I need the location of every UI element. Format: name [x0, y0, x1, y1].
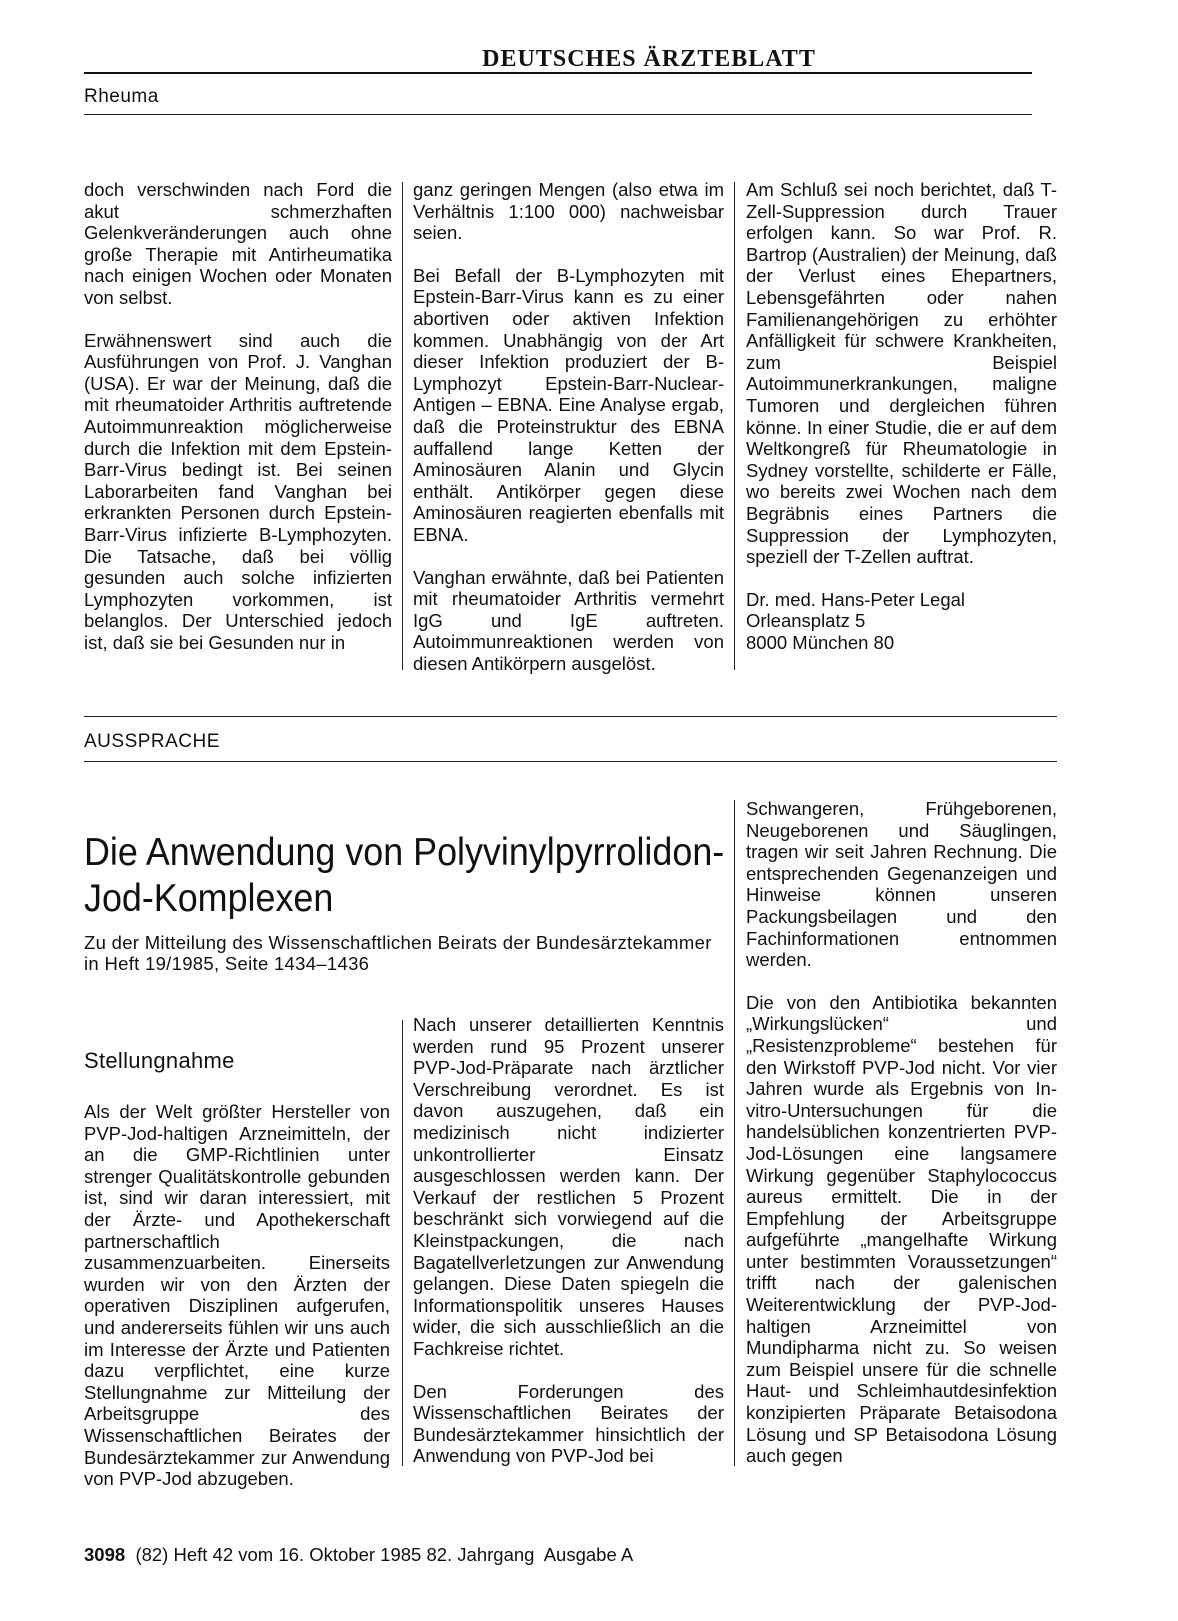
paragraph: Am Schluß sei noch berichtet, daß T-Zell-Suppression durch Trauer erfolgen kann. So war Prof. R. Bartrop (Australien) der Meinung, daß der Verlust eines Ehepartners, Lebensgefährten oder nahen Familienangehörigen zu erhöhter Anfälligkeit für schwere Krankheiten, zum Beispiel Autoimmunerkrankungen, maligne Tumoren und dergleichen führen könne. In einer Studie, die er auf dem Weltkongreß für Rheumatologie in Sydney vorstellte, schilderte er Fälle, wo bereits zwei Wochen nach dem Begräbnis eines Partners die Suppression der Lymphozyten, speziell der T-Zellen auftrat. — [746, 179, 1057, 568]
section-rule — [84, 716, 1057, 717]
column-divider — [402, 182, 403, 670]
page-footer — [84, 1544, 633, 1566]
journal-masthead: DEUTSCHES ÄRZTEBLATT — [482, 46, 816, 72]
page-number: 3098 — [84, 1544, 126, 1565]
paragraph: Nach unserer detaillierten Kenntnis werden rund 95 Prozent unserer PVP-Jod-Präparate nach ärztlicher Verschreibung verordnet. Es ist davon auszugehen, daß ein medizinisch nicht indizierter unkontrollierter Einsatz ausgeschlossen werden kann. Der Verkauf der restlichen 5 Prozent beschränkt sich vorwiegend auf die Kleinstpackungen, die nach Bagatellverletzungen zur Anwendung gelangen. Diese Daten spiegeln die Informationspolitik unseres Hauses wider, die sich ausschließlich an die Fachkreise richtet. — [413, 1014, 724, 1359]
top-column-1 — [84, 179, 392, 653]
column-divider — [734, 800, 735, 1466]
author-street: Orleansplatz 5 — [746, 610, 866, 632]
section-rule — [84, 114, 1032, 115]
article-headline: Die Anwendung von Polyvinylpyrrolidon-Jod-Komplexen — [84, 831, 725, 920]
bottom-column-2 — [413, 1014, 724, 1467]
paragraph: Den Forderungen des Wissenschaftlichen Beirates der Bundesärztekammer hinsichtlich der Anwendung von PVP-Jod bei — [413, 1380, 724, 1467]
section-label-aussprache: AUSSPRACHE — [84, 731, 220, 752]
bottom-column-3 — [746, 798, 1057, 1467]
paragraph: Bei Befall der B-Lymphozyten mit Epstein-Barr-Virus kann es zu einer abortiven oder aktiven Infektion kommen. Unabhängig von der Art dieser Infektion produziert der B-Lymphozyt Epstein-Barr-Nuclear-Antigen – EBNA. Eine Analyse ergab, daß die Proteinstruktur des EBNA auffallend lange Ketten der Aminosäuren Alanin und Glycin enthält. Antikörper gegen diese Aminosäuren reagierten ebenfalls mit EBNA. — [413, 264, 724, 545]
author-city: 8000 München 80 — [746, 631, 895, 653]
paragraph: ganz geringen Mengen (also etwa im Verhältnis 1:100 000) nachweisbar seien. — [413, 179, 724, 244]
author-name: Dr. med. Hans-Peter Legal — [746, 588, 966, 610]
author-signature — [746, 589, 1057, 654]
top-column-3 — [746, 179, 1057, 653]
paragraph: Vanghan erwähnte, daß bei Patienten mit rheumatoider Arthritis vermehrt IgG und IgE auftreten. Autoimmunreaktionen werden von diesen Antikörpern ausgelöst. — [413, 566, 724, 674]
issue-info: (82) Heft 42 vom 16. Oktober 1985 82. Jahrgang Ausgabe A — [135, 1544, 634, 1565]
bottom-column-1 — [84, 1101, 390, 1490]
paragraph: Die von den Antibiotika bekannten „Wirkungslücken“ und „Resistenzprobleme“ bestehen für den Wirkstoff PVP-Jod nicht. Vor vier Jahren wurde als Ergebnis von In-vitro-Untersuchungen für die handelsüblichen konzentrierten PVP-Jod-Lösungen eine langsamere Wirkung gegenüber Staphylococcus aureus ermittelt. Die in der Empfehlung der Arbeitsgruppe aufgeführte „mangelhafte Wirkung unter bestimmten Voraussetzungen“ trifft nach der galenischen Weiterentwicklung der PVP-Jod-haltigen Arzneimittel von Mundipharma nicht zu. So weisen zum Beispiel unsere für die schnelle Haut- und Schleimhautdesinfektion konzipierten Präparate Betaisodona Lösung und SP Betaisodona Lösung auch gegen — [746, 991, 1057, 1467]
paragraph: Erwähnenswert sind auch die Ausführungen von Prof. J. Vanghan (USA). Er war der Meinung, daß die mit rheumatoider Arthritis auftretende Autoimmunreaktion möglicherweise durch die Infektion mit dem Epstein-Barr-Virus bedingt ist. Bei seinen Laborarbeiten fand Vanghan bei erkrankten Personen durch Epstein-Barr-Virus infizierte B-Lymphozyten. Die Tatsache, daß bei völlig gesunden auch solche infizierten Lymphozyten vorkommen, ist belanglos. Der Unterschied jedoch ist, daß sie bei Gesunden nur in — [84, 329, 392, 653]
section-rule — [84, 761, 1057, 762]
section-label: Rheuma — [84, 86, 159, 107]
subheading: Stellungnahme — [84, 1048, 235, 1073]
top-column-2 — [413, 179, 724, 674]
paragraph: Schwangeren, Frühgeborenen, Neugeborenen und Säuglingen, tragen wir seit Jahren Rechnung. Die entsprechenden Gegenanzeigen und Hinweise können unseren Packungsbeilagen und den Fachinformationen entnommen werden. — [746, 798, 1057, 971]
column-divider — [734, 182, 735, 670]
article-subtitle: Zu der Mitteilung des Wissenschaftlichen Beirats der Bundesärztekammer in Heft 19/1985, Seite 1434–1436 — [84, 932, 712, 974]
column-divider — [402, 1020, 403, 1466]
paragraph: Als der Welt größter Hersteller von PVP-Jod-haltigen Arzneimitteln, der an die GMP-Richtlinien unter strenger Qualitätskontrolle gebunden ist, sind wir daran interessiert, mit der Ärzte- und Apothekerschaft partnerschaftlich zusammenzuarbeiten. Einerseits wurden wir von den Ärzten der operativen Disziplinen aufgerufen, und andererseits fühlen wir uns auch im Interesse der Ärzte und Patienten dazu verpflichtet, eine kurze Stellungnahme zur Mitteilung der Arbeitsgruppe des Wissenschaftlichen Beirates der Bundesärztekammer zur Anwendung von PVP-Jod abzugeben. — [84, 1101, 390, 1490]
paragraph: doch verschwinden nach Ford die akut schmerzhaften Gelenkveränderungen auch ohne große Therapie mit Antirheumatika nach einigen Wochen oder Monaten von selbst. — [84, 179, 392, 308]
masthead-rule — [84, 72, 1032, 74]
